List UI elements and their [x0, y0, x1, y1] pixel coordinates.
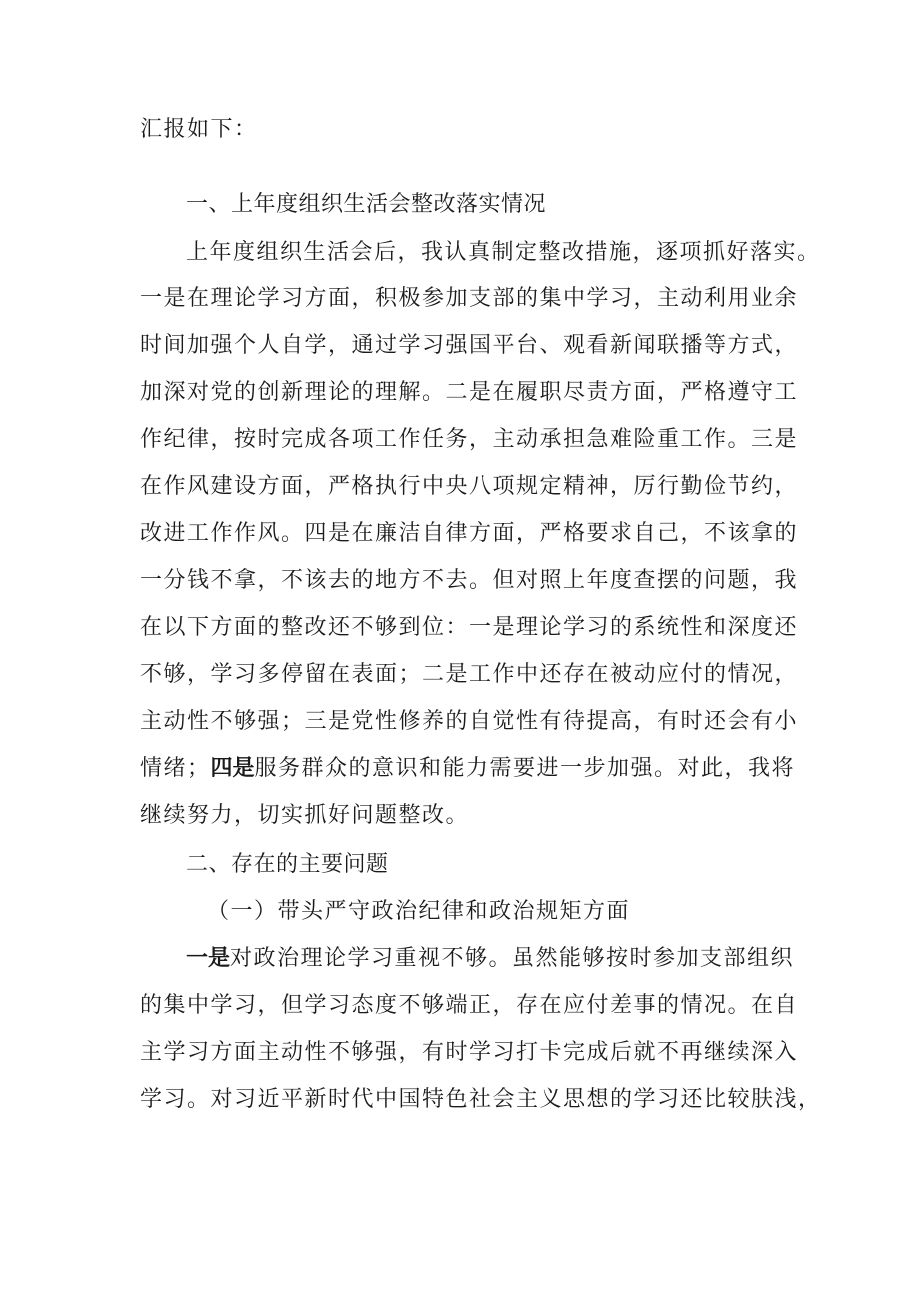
- paragraph-line: 继续努力，切实抓好问题整改。: [140, 803, 470, 828]
- paragraph-line: 不够，学习多停留在表面；二是工作中还存在被动应付的情况，: [140, 662, 799, 687]
- paragraph-line: 改进工作作风。四是在廉洁自律方面，严格要求自己，不该拿的: [140, 521, 799, 546]
- paragraph-line: 在作风建设方面，严格执行中央八项规定精神，厉行勤俭节约，: [140, 474, 799, 499]
- paragraph-text: 服务群众的意识和能力需要进一步加强。对此，我将: [254, 756, 796, 781]
- paragraph-line-mixed: [186, 944, 795, 974]
- paragraph-line: 在以下方面的整改还不够到位：一是理论学习的系统性和深度还: [140, 615, 799, 640]
- intro-line: 汇报如下：: [140, 117, 258, 142]
- bold-lead-text: 一是: [186, 946, 231, 971]
- paragraph-line: 主动性不够强；三是党性修养的自觉性有待提高，有时还会有小: [140, 709, 799, 734]
- section2-subheading: （一）带头严守政治纪律和政治规矩方面: [207, 899, 631, 924]
- paragraph-line: 一分钱不拿，不该去的地方不去。但对照上年度查摆的问题，我: [140, 568, 799, 593]
- section2-heading: 二、存在的主要问题: [186, 852, 389, 877]
- paragraph-text: 情绪；: [140, 756, 211, 781]
- paragraph-line: 的集中学习，但学习态度不够端正，存在应付差事的情况。在自: [140, 993, 799, 1018]
- paragraph-line: 作纪律，按时完成各项工作任务，主动承担急难险重工作。三是: [140, 427, 799, 452]
- paragraph-line: 一是在理论学习方面，积极参加支部的集中学习，主动利用业余: [140, 286, 799, 311]
- paragraph-line: 上年度组织生活会后，我认真制定整改措施，逐项抓好落实。: [186, 240, 821, 265]
- paragraph-line: 时间加强个人自学，通过学习强国平台、观看新闻联播等方式，: [140, 333, 799, 358]
- section1-heading: 一、上年度组织生活会整改落实情况: [186, 192, 547, 217]
- paragraph-line-mixed: [140, 754, 796, 784]
- paragraph-text: 对政治理论学习重视不够。虽然能够按时参加支部组织: [230, 946, 795, 971]
- paragraph-line: 加深对党的创新理论的理解。二是在履职尽责方面，严格遵守工: [140, 380, 799, 405]
- paragraph-line: 学习。对习近平新时代中国特色社会主义思想的学习还比较肤浅，: [140, 1087, 822, 1112]
- bold-lead-text: 四是: [210, 756, 255, 781]
- paragraph-line: 主学习方面主动性不够强，有时学习打卡完成后就不再继续深入: [140, 1040, 799, 1065]
